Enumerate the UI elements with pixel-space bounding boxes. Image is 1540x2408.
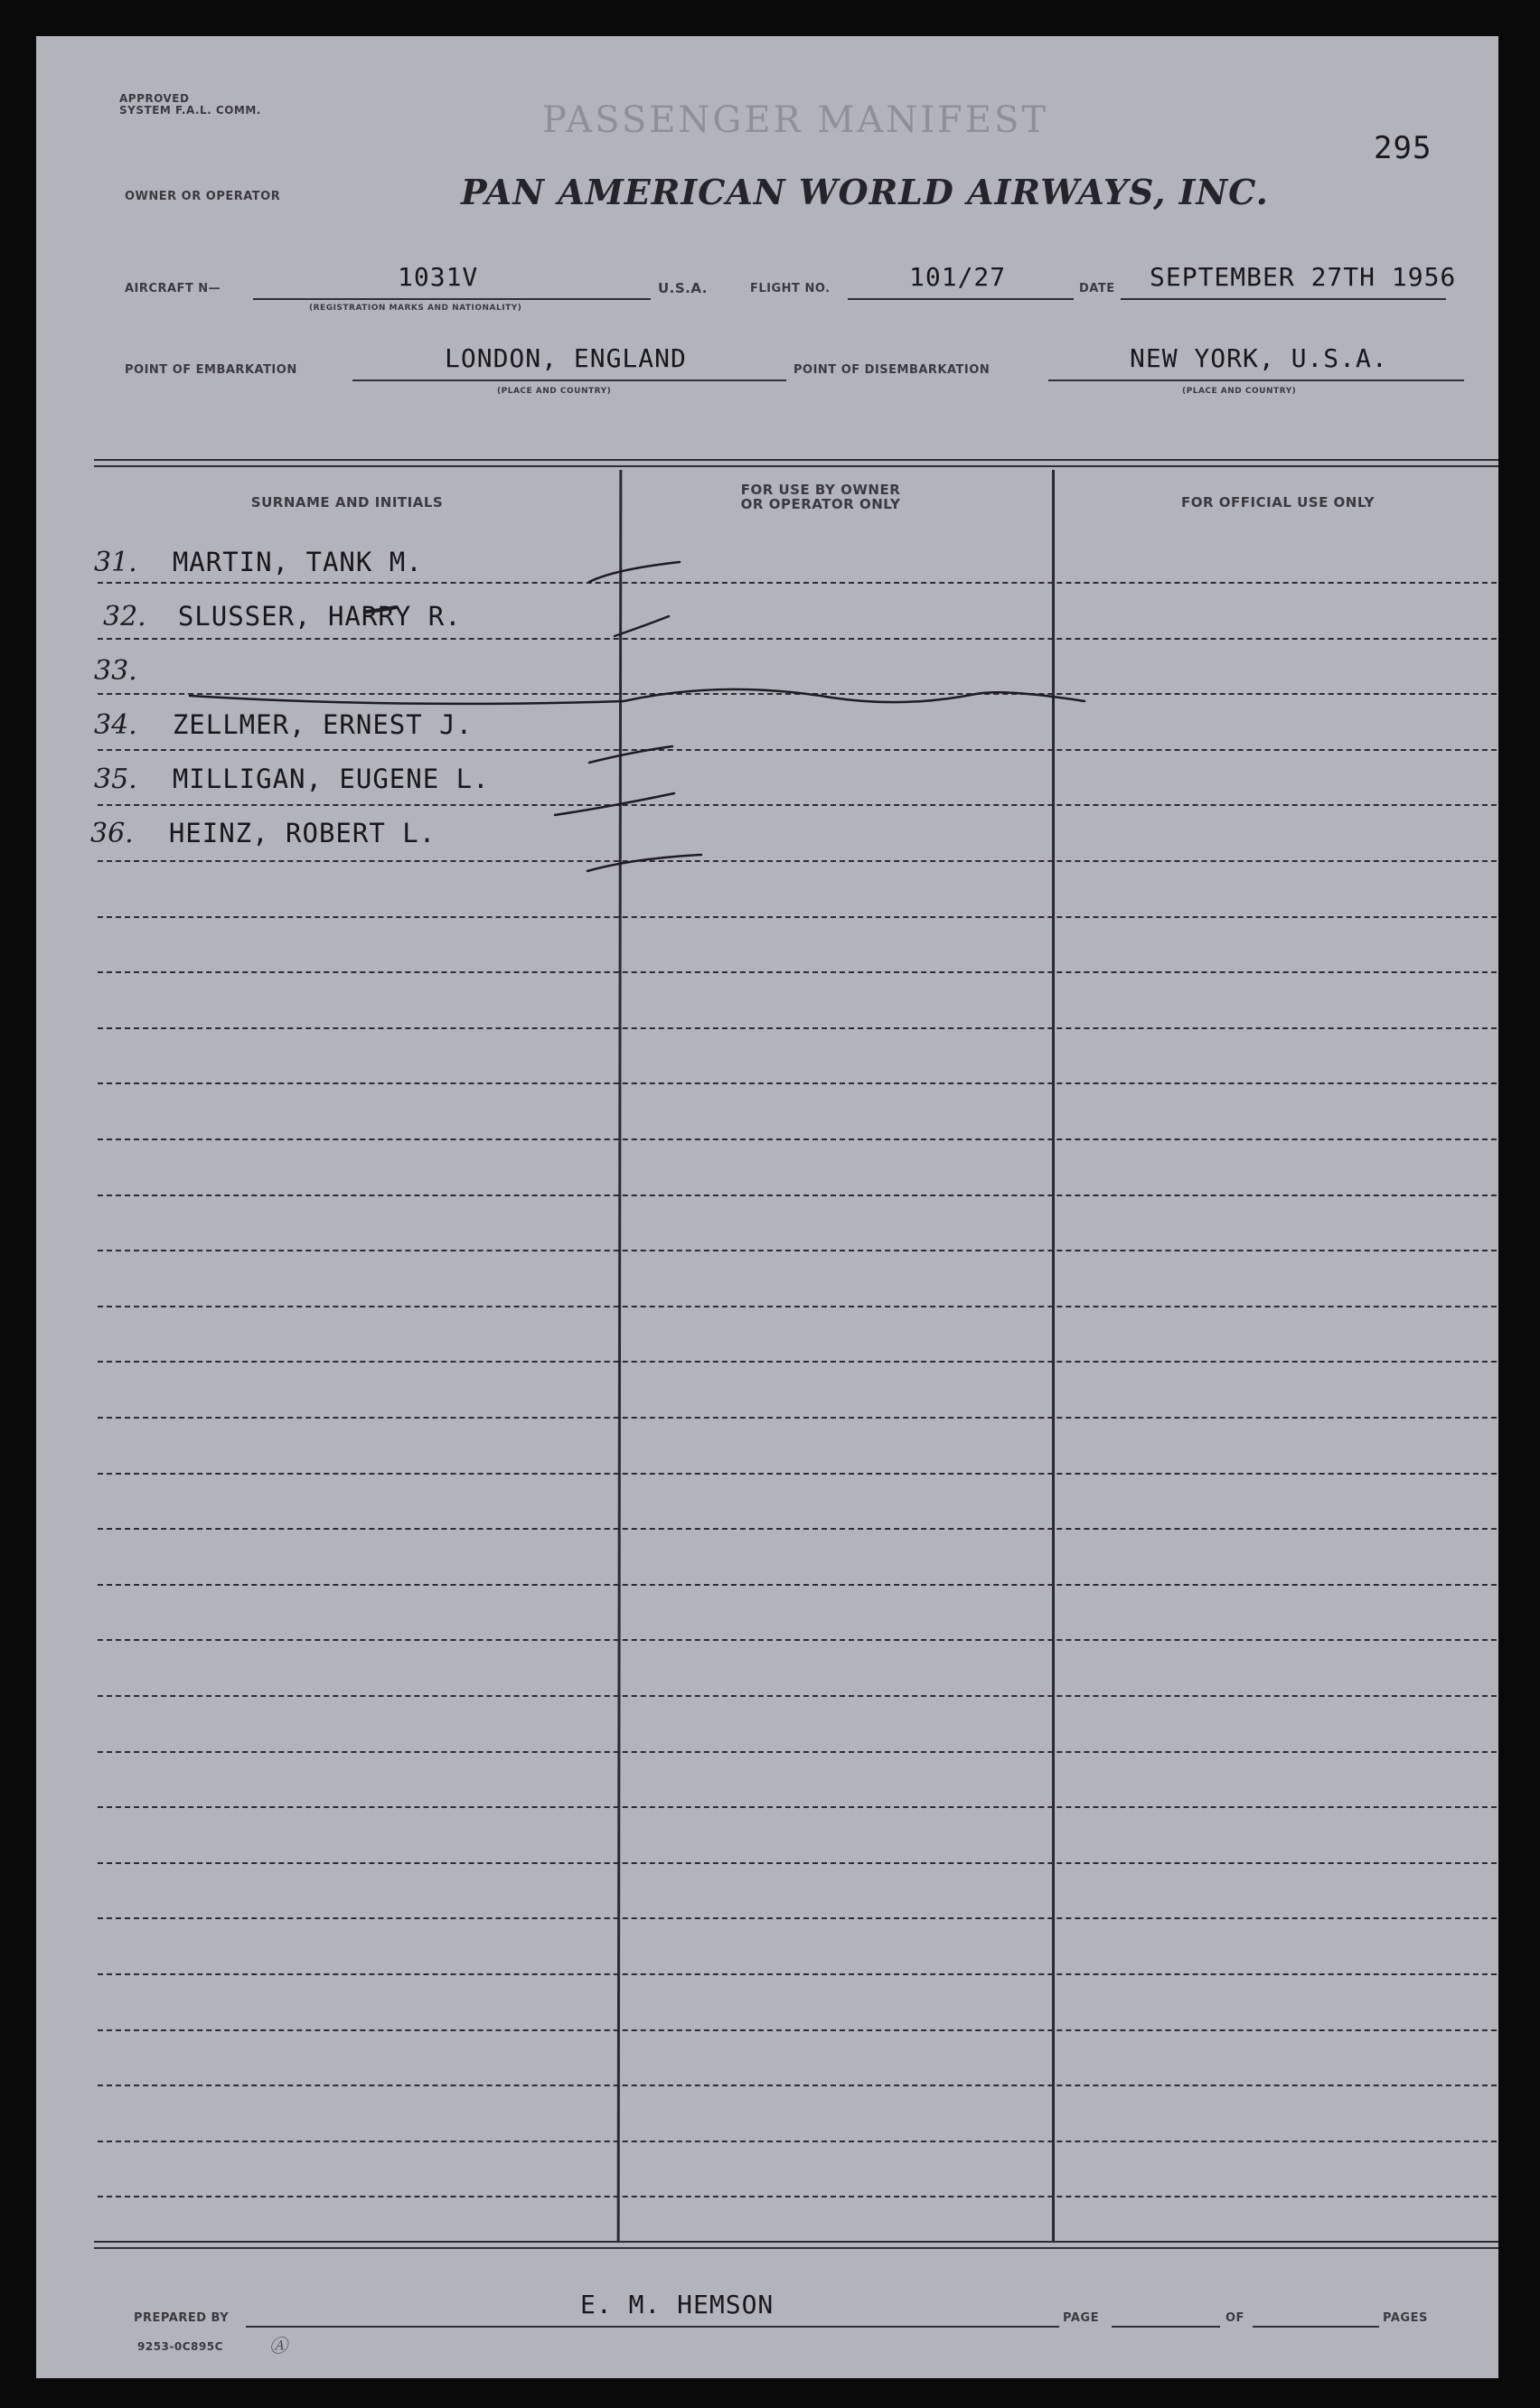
tick-mark-35 — [555, 793, 674, 815]
page-label: PAGE — [1063, 2311, 1099, 2325]
prepared-by-label: PREPARED BY — [134, 2311, 230, 2325]
aircraft-caption: (REGISTRATION MARKS AND NATIONALITY) — [309, 304, 522, 313]
passenger-name: MILLIGAN, EUGENE L. — [172, 764, 490, 794]
form-title: PASSENGER MANIFEST — [542, 99, 1049, 141]
aircraft-value: 1031V — [398, 262, 479, 292]
disembarkation-value: NEW YORK, U.S.A. — [1130, 343, 1388, 373]
tick-mark-32 — [615, 616, 669, 636]
strike-through-33 — [190, 689, 1085, 704]
table-bottom-rule — [94, 2241, 1498, 2243]
table-bottom-rule-2 — [94, 2247, 1498, 2249]
col-header-official: FOR OFFICIAL USE ONLY — [1181, 494, 1375, 511]
pages-label: PAGES — [1383, 2311, 1428, 2325]
passenger-name: HEINZ, ROBERT L. — [168, 818, 437, 848]
passenger-number: 34. — [94, 709, 137, 741]
disembarkation-caption: (PLACE AND COUNTRY) — [1182, 387, 1297, 396]
flight-label: FLIGHT NO. — [750, 282, 831, 295]
underline-mark — [367, 607, 396, 612]
page-stamp-number: 295 — [1374, 130, 1432, 166]
of-underline — [1253, 2326, 1379, 2328]
passenger-number: 31. — [94, 547, 137, 578]
col-header-owner-line2: OR OPERATOR ONLY — [740, 496, 901, 512]
prepared-by-value: E. M. HEMSON — [580, 2290, 775, 2319]
col-header-owner-line1: FOR USE BY OWNER — [740, 482, 901, 498]
tick-mark-36 — [587, 855, 701, 871]
owner-label: OWNER OR OPERATOR — [125, 190, 281, 203]
passenger-name: MARTIN, TANK M. — [172, 547, 423, 577]
aircraft-nationality: U.S.A. — [658, 280, 708, 296]
approval-line-1: APPROVED — [119, 92, 190, 105]
flight-value: 101/27 — [909, 262, 1007, 292]
aircraft-label: AIRCRAFT N— — [125, 282, 221, 295]
handwritten-marks — [36, 36, 1498, 2378]
approval-line-2: SYSTEM F.A.L. COMM. — [119, 104, 261, 117]
passenger-name: SLUSSER, HARRY R. — [177, 601, 462, 632]
of-label: OF — [1225, 2311, 1244, 2325]
embarkation-caption: (PLACE AND COUNTRY) — [497, 387, 612, 396]
passenger-number: 36. — [90, 818, 134, 849]
operator-name: PAN AMERICAN WORLD AIRWAYS, INC. — [461, 172, 1269, 212]
prepared-by-underline — [246, 2326, 1059, 2328]
page-underline — [1112, 2326, 1220, 2328]
embarkation-label: POINT OF EMBARKATION — [125, 363, 297, 377]
date-label: DATE — [1079, 282, 1115, 295]
tick-mark-31 — [589, 562, 680, 582]
col-header-surname: SURNAME AND INITIALS — [250, 494, 444, 511]
passenger-name: ZELLMER, ERNEST J. — [172, 709, 474, 740]
passenger-number: 32. — [103, 601, 146, 632]
passenger-number: 33. — [94, 655, 137, 687]
form-code-handwritten: Ⓐ — [269, 2335, 287, 2356]
embarkation-value: LONDON, ENGLAND — [445, 343, 687, 373]
form-code: 9253-0C895C — [137, 2340, 223, 2353]
date-value: SEPTEMBER 27TH 1956 — [1150, 262, 1457, 292]
disembarkation-label: POINT OF DISEMBARKATION — [793, 363, 991, 377]
manifest-sheet — [36, 36, 1498, 2378]
passenger-number: 35. — [94, 764, 137, 795]
tick-mark-34 — [589, 746, 672, 763]
